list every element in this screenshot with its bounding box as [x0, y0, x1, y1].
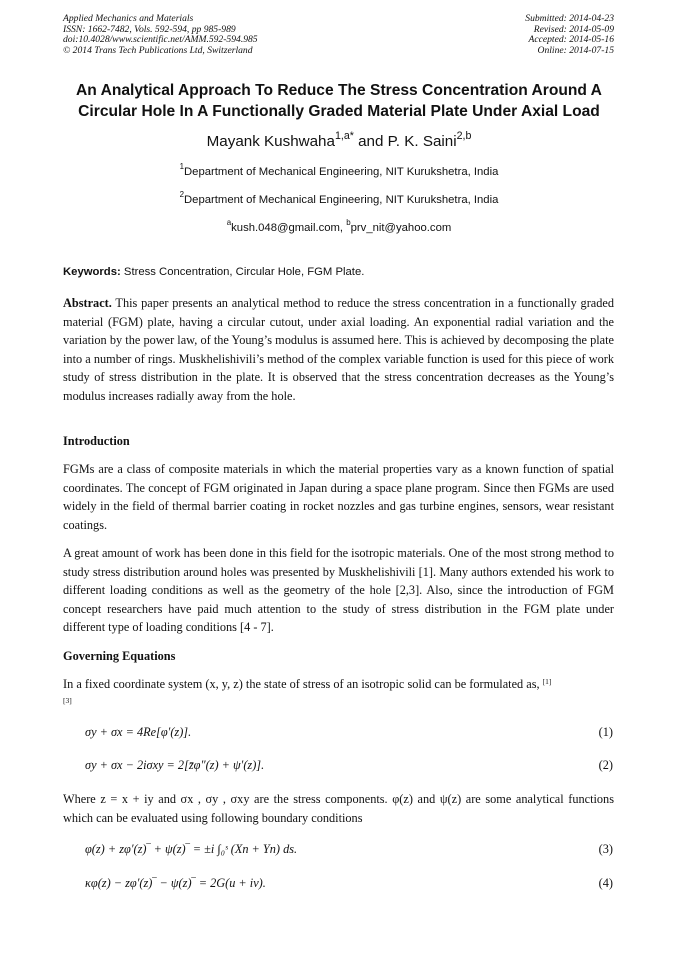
equation-2-expression: σy + σx − 2iσxy = 2[z̄φ″(z) + ψ′(z)].	[85, 758, 265, 772]
publication-dates	[525, 14, 614, 56]
equation-4-number: (4)	[598, 876, 613, 890]
equation-3-number: (3)	[598, 842, 613, 856]
author-1: Mayank Kushwaha	[206, 133, 335, 150]
doi-line: doi:10.4028/www.scientific.net/AMM.592-594.985	[63, 34, 258, 46]
author-emails	[40, 218, 638, 234]
author-list	[40, 129, 638, 150]
email-b: prv_nit@yahoo.com	[350, 222, 452, 234]
affiliation-2-marker: 2	[179, 190, 184, 200]
abstract-label: Abstract.	[63, 296, 112, 310]
governing-equations-heading: Governing Equations	[63, 649, 176, 663]
email-b-marker: b	[346, 218, 351, 228]
title-line-1: An Analytical Approach To Reduce The Stress Concentration Around A	[76, 82, 602, 99]
affiliation-1-text: Department of Mechanical Engineering, NIT Kurukshetra, India	[184, 166, 499, 178]
accepted-date: Accepted: 2014-05-16	[528, 34, 614, 46]
where-paragraph: Where z = x + iy and σx , σy , σxy are the stress components. φ(z) and ψ(z) are some analytical functions which can be evaluated using following boundary conditions	[63, 792, 614, 825]
abstract	[63, 294, 614, 406]
email-a-marker: a	[226, 218, 232, 228]
paper-title	[40, 80, 638, 122]
journal-info	[63, 14, 258, 56]
online-date: Online: 2014-07-15	[537, 44, 614, 56]
equation-3-expression: φ(z) + zφ′(z)‾ + ψ(z)‾ = ±i ∫₀ˢ (Xn + Yn) ds.	[85, 842, 298, 856]
equation-4-expression: κφ(z) − zφ′(z)‾ − ψ(z)‾ = 2G(u + iv).	[85, 876, 266, 890]
affiliation-1-marker: 1	[179, 162, 184, 172]
introduction-heading: Introduction	[63, 434, 130, 448]
author-2-affiliation: 2,b	[456, 129, 472, 142]
equation-2-number: (2)	[598, 758, 613, 772]
submitted-date: Submitted: 2014-04-23	[525, 13, 614, 24]
equation-1-expression: σy + σx = 4Re[φ′(z)].	[85, 725, 192, 739]
author-joiner: and	[353, 133, 388, 150]
keywords-label: Keywords:	[63, 266, 121, 278]
governing-paragraph-text: In a fixed coordinate system (x, y, z) the state of stress of an isotropic solid can be formulated as,	[63, 677, 543, 691]
governing-paragraph	[63, 675, 614, 712]
revised-date: Revised: 2014-05-09	[533, 23, 614, 35]
journal-name: Applied Mechanics and Materials	[63, 13, 194, 24]
copyright-line: © 2014 Trans Tech Publications Ltd, Switzerland	[63, 44, 253, 56]
abstract-text: This paper presents an analytical method to reduce the stress concentration in a functionally graded material (FGM) plate, having a circular cutout, under axial loading. An exponential radial variation and the variation by the power law, of the Young’s modulus is assumed here. This is achieved by decomposing the plate into a number of rings. Muskhelishivili’s method of the complex variable function is used for this piece of work study of stress distribution in the plate. It is observed that the stress concentration decreases as the Young’s modulus increases radially away from the hole.	[63, 296, 614, 403]
keywords-text: Stress Concentration, Circular Hole, FGM Plate.	[120, 266, 365, 278]
equation-1-number: (1)	[598, 725, 613, 739]
affiliation-2-text: Department of Mechanical Engineering, NIT Kurukshetra, India	[184, 194, 499, 206]
author-2: P. K. Saini	[387, 133, 457, 150]
keywords	[63, 266, 615, 278]
email-a: kush.048@gmail.com,	[231, 222, 347, 234]
author-1-affiliation: 1,a*	[334, 129, 354, 142]
title-line-2: Circular Hole In A Functionally Graded Material Plate Under Axial Load	[78, 103, 600, 120]
affiliation-2	[40, 190, 638, 206]
affiliation-1	[40, 162, 638, 178]
issn-line: ISSN: 1662-7482, Vols. 592-594, pp 985-989	[63, 23, 236, 35]
introduction-paragraph-1: FGMs are a class of composite materials in which the material properties vary as a known function of spatial coordinates. The concept of FGM originated in Japan during a space plane program. Since then FGMs are used widely in the field of thermal barrier coating in rocket nozzles and gas turbine engines, sensors, wear resistant coatings.	[63, 462, 614, 532]
citation-3: [3]	[63, 695, 72, 705]
introduction-paragraph-2: A great amount of work has been done in this field for the isotropic materials. One of the most strong method to study stress distribution around holes was presented by Muskhelishivili [1]. Many authors extended his work to different loading conditions as well as the geometry of the hole [2,3]. Also, since the introduction of FGM concept researchers have paid much attention to the study of stress distribution in the FGM plate under different type of loading conditions [4 - 7].	[63, 546, 614, 635]
citation-1: [1]	[542, 677, 552, 686]
